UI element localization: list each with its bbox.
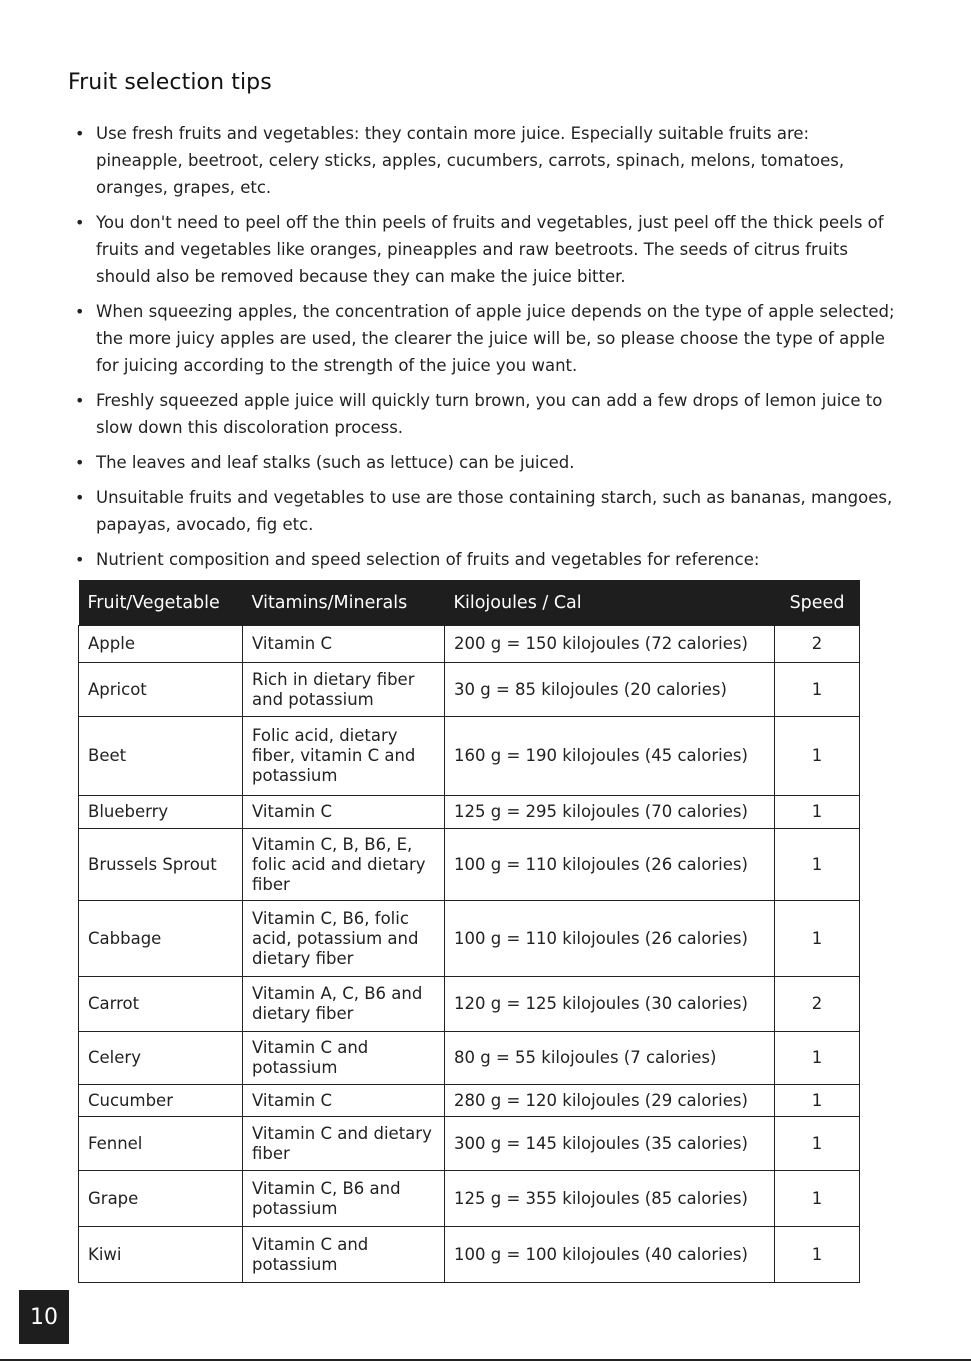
tip-text: Use fresh fruits and vegetables: they contain more juice. Especially suitable fruits are: pineapple, beetroot, celery sticks, apples, cucumbers, carrots, spinach, melons, tomatoes, oranges, grapes, etc. [96,124,845,197]
cell-speed: 1 [775,901,860,977]
cell-energy: 300 g = 145 kilojoules (35 calories) [445,1117,775,1171]
cell-energy: 100 g = 100 kilojoules (40 calories) [445,1227,775,1283]
cell-energy: 100 g = 110 kilojoules (26 calories) [445,901,775,977]
cell-speed: 1 [775,796,860,829]
cell-vitamins: Vitamin C [243,796,445,829]
cell-name: Grape [79,1171,243,1227]
cell-vitamins: Vitamin A, C, B6 and dietary fiber [243,977,445,1032]
table-row [79,1032,860,1085]
table-row [79,1085,860,1117]
tip-item [75,484,895,538]
column-header: Vitamins/Minerals [243,580,445,626]
table-row [79,1117,860,1171]
cell-vitamins: Vitamin C [243,626,445,663]
bullet-icon: • [75,488,85,507]
tips-list [75,120,895,573]
cell-energy: 80 g = 55 kilojoules (7 calories) [445,1032,775,1085]
cell-name: Blueberry [79,796,243,829]
tip-item [75,546,895,573]
cell-speed: 1 [775,1227,860,1283]
tip-text: You don't need to peel off the thin peels of fruits and vegetables, just peel off the thick peels of fruits and vegetables like oranges, pineapples and raw beetroots. The seeds of citrus fruits should also be removed because they can make the juice bitter. [96,213,884,286]
cell-speed: 1 [775,663,860,717]
tip-text: Nutrient composition and speed selection of fruits and vegetables for reference: [96,550,760,569]
cell-name: Cucumber [79,1085,243,1117]
table-row [79,796,860,829]
bullet-icon: • [75,550,85,569]
cell-energy: 200 g = 150 kilojoules (72 calories) [445,626,775,663]
cell-speed: 1 [775,717,860,796]
tip-text: Unsuitable fruits and vegetables to use are those containing starch, such as bananas, mangoes, papayas, avocado, fig etc. [96,488,893,534]
cell-energy: 100 g = 110 kilojoules (26 calories) [445,829,775,901]
column-header: Fruit/Vegetable [79,580,243,626]
table-row [79,717,860,796]
tip-item [75,387,895,441]
cell-vitamins: Vitamin C, B6, folic acid, potassium and dietary fiber [243,901,445,977]
cell-vitamins: Vitamin C, B, B6, E, folic acid and dietary fiber [243,829,445,901]
bullet-icon: • [75,124,85,143]
tip-text: When squeezing apples, the concentration of apple juice depends on the type of apple selected; the more juicy apples are used, the clearer the juice will be, so please choose the type of apple for juicing according to the strength of the juice you want. [96,302,895,375]
cell-name: Celery [79,1032,243,1085]
cell-name: Apricot [79,663,243,717]
cell-speed: 1 [775,829,860,901]
column-header: Speed [775,580,860,626]
bullet-icon: • [75,302,85,321]
bullet-icon: • [75,391,85,410]
table-row [79,829,860,901]
cell-vitamins: Vitamin C [243,1085,445,1117]
cell-vitamins: Rich in dietary fiber and potassium [243,663,445,717]
cell-name: Kiwi [79,1227,243,1283]
cell-vitamins: Vitamin C, B6 and potassium [243,1171,445,1227]
cell-name: Carrot [79,977,243,1032]
cell-vitamins: Vitamin C and potassium [243,1032,445,1085]
nutrient-table [78,580,860,1283]
tip-item [75,449,895,476]
table-header-row [79,580,860,626]
tip-text: The leaves and leaf stalks (such as lettuce) can be juiced. [96,453,575,472]
table-row [79,663,860,717]
section-heading: Fruit selection tips [68,70,272,95]
cell-speed: 2 [775,977,860,1032]
cell-vitamins: Vitamin C and dietary fiber [243,1117,445,1171]
cell-energy: 160 g = 190 kilojoules (45 calories) [445,717,775,796]
table-row [79,977,860,1032]
cell-energy: 30 g = 85 kilojoules (20 calories) [445,663,775,717]
cell-vitamins: Vitamin C and potassium [243,1227,445,1283]
cell-name: Brussels Sprout [79,829,243,901]
tip-item [75,298,895,379]
cell-energy: 125 g = 355 kilojoules (85 calories) [445,1171,775,1227]
bottom-divider [0,1359,971,1361]
tip-text: Freshly squeezed apple juice will quickly turn brown, you can add a few drops of lemon juice to slow down this discoloration process. [96,391,883,437]
cell-energy: 120 g = 125 kilojoules (30 calories) [445,977,775,1032]
cell-energy: 125 g = 295 kilojoules (70 calories) [445,796,775,829]
cell-vitamins: Folic acid, dietary fiber, vitamin C and potassium [243,717,445,796]
cell-speed: 1 [775,1085,860,1117]
table-row [79,1171,860,1227]
column-header: Kilojoules / Cal [445,580,775,626]
bullet-icon: • [75,453,85,472]
table-row [79,626,860,663]
bullet-icon: • [75,213,85,232]
table-row [79,901,860,977]
tip-item [75,209,895,290]
cell-speed: 1 [775,1032,860,1085]
cell-speed: 1 [775,1171,860,1227]
cell-name: Apple [79,626,243,663]
table-row [79,1227,860,1283]
cell-energy: 280 g = 120 kilojoules (29 calories) [445,1085,775,1117]
cell-name: Beet [79,717,243,796]
page-number: 10 [19,1290,69,1344]
cell-speed: 2 [775,626,860,663]
tip-item [75,120,895,201]
cell-name: Cabbage [79,901,243,977]
cell-name: Fennel [79,1117,243,1171]
cell-speed: 1 [775,1117,860,1171]
